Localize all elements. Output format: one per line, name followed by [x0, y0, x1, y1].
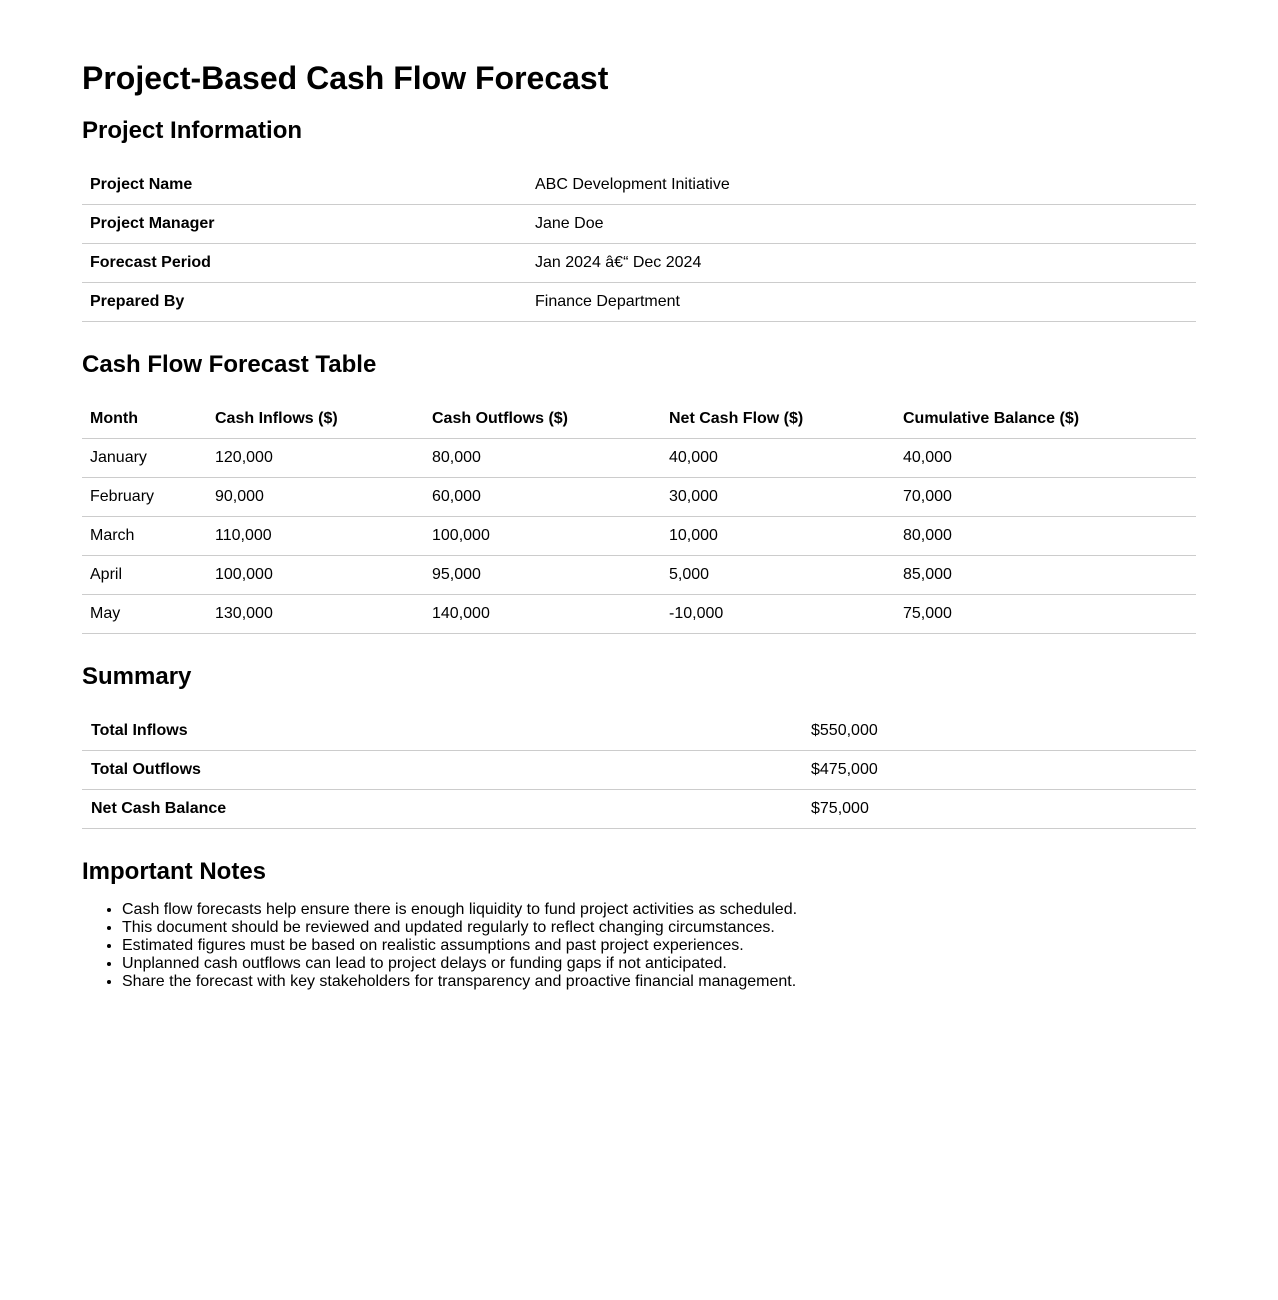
cell-inflows: 110,000	[207, 517, 424, 556]
table-row	[82, 166, 1196, 205]
info-value: Jan 2024 â€“ Dec 2024	[527, 244, 1196, 283]
page-title: Project-Based Cash Flow Forecast	[82, 60, 609, 96]
cell-inflows: 120,000	[207, 439, 424, 478]
cell-month: February	[82, 478, 207, 517]
notes-list	[82, 901, 1196, 991]
cell-cumulative: 80,000	[895, 517, 1196, 556]
cell-net: 10,000	[661, 517, 895, 556]
cell-cumulative: 40,000	[895, 439, 1196, 478]
table-row	[82, 751, 1196, 790]
info-value: ABC Development Initiative	[527, 166, 1196, 205]
cell-cumulative: 70,000	[895, 478, 1196, 517]
cell-net: 30,000	[661, 478, 895, 517]
cell-net: 40,000	[661, 439, 895, 478]
project-info-section	[82, 116, 1196, 322]
forecast-heading: Cash Flow Forecast Table	[82, 351, 377, 378]
table-row	[82, 205, 1196, 244]
column-header-month: Month	[82, 400, 207, 439]
list-item: • Estimated figures must be based on realistic assumptions and past project experiences.	[122, 937, 1196, 955]
table-row	[82, 712, 1196, 751]
cell-outflows: 95,000	[424, 556, 661, 595]
list-item: • Share the forecast with key stakeholders for transparency and proactive financial management.	[122, 973, 1196, 991]
forecast-section	[82, 350, 1196, 634]
summary-heading: Summary	[82, 663, 192, 690]
project-info-heading: Project Information	[82, 117, 303, 144]
summary-label: Net Cash Balance	[82, 790, 803, 829]
table-row	[82, 244, 1196, 283]
info-value: Jane Doe	[527, 205, 1196, 244]
list-item: • This document should be reviewed and updated regularly to reflect changing circumstances.	[122, 919, 1196, 937]
info-label: Prepared By	[82, 283, 527, 322]
summary-value: $75,000	[803, 790, 1196, 829]
table-row	[82, 439, 1196, 478]
info-value: Finance Department	[527, 283, 1196, 322]
cell-outflows: 100,000	[424, 517, 661, 556]
info-label: Forecast Period	[82, 244, 527, 283]
list-item: • Unplanned cash outflows can lead to project delays or funding gaps if not anticipated.	[122, 955, 1196, 973]
cell-month: May	[82, 595, 207, 634]
table-row	[82, 556, 1196, 595]
column-header-net: Net Cash Flow ($)	[661, 400, 895, 439]
cell-outflows: 80,000	[424, 439, 661, 478]
cell-net: 5,000	[661, 556, 895, 595]
table-row	[82, 595, 1196, 634]
table-row	[82, 283, 1196, 322]
cell-inflows: 130,000	[207, 595, 424, 634]
table-row	[82, 478, 1196, 517]
summary-label: Total Inflows	[82, 712, 803, 751]
info-label: Project Manager	[82, 205, 527, 244]
table-row	[82, 517, 1196, 556]
summary-value: $475,000	[803, 751, 1196, 790]
cell-month: April	[82, 556, 207, 595]
cell-cumulative: 75,000	[895, 595, 1196, 634]
info-label: Project Name	[82, 166, 527, 205]
cell-outflows: 140,000	[424, 595, 661, 634]
summary-section	[82, 662, 1196, 829]
cell-cumulative: 85,000	[895, 556, 1196, 595]
list-item: • Cash flow forecasts help ensure there is enough liquidity to fund project activities as scheduled.	[122, 901, 1196, 919]
notes-heading: Important Notes	[82, 858, 267, 885]
table-header-row	[82, 400, 1196, 439]
cell-net: -10,000	[661, 595, 895, 634]
forecast-table	[82, 400, 1196, 634]
summary-value: $550,000	[803, 712, 1196, 751]
column-header-cumulative: Cumulative Balance ($)	[895, 400, 1196, 439]
cell-inflows: 100,000	[207, 556, 424, 595]
cell-month: January	[82, 439, 207, 478]
summary-label: Total Outflows	[82, 751, 803, 790]
cell-inflows: 90,000	[207, 478, 424, 517]
cell-month: March	[82, 517, 207, 556]
summary-table	[82, 712, 1196, 829]
column-header-outflows: Cash Outflows ($)	[424, 400, 661, 439]
notes-section	[82, 857, 1196, 991]
table-row	[82, 790, 1196, 829]
cell-outflows: 60,000	[424, 478, 661, 517]
project-info-table	[82, 166, 1196, 322]
column-header-inflows: Cash Inflows ($)	[207, 400, 424, 439]
